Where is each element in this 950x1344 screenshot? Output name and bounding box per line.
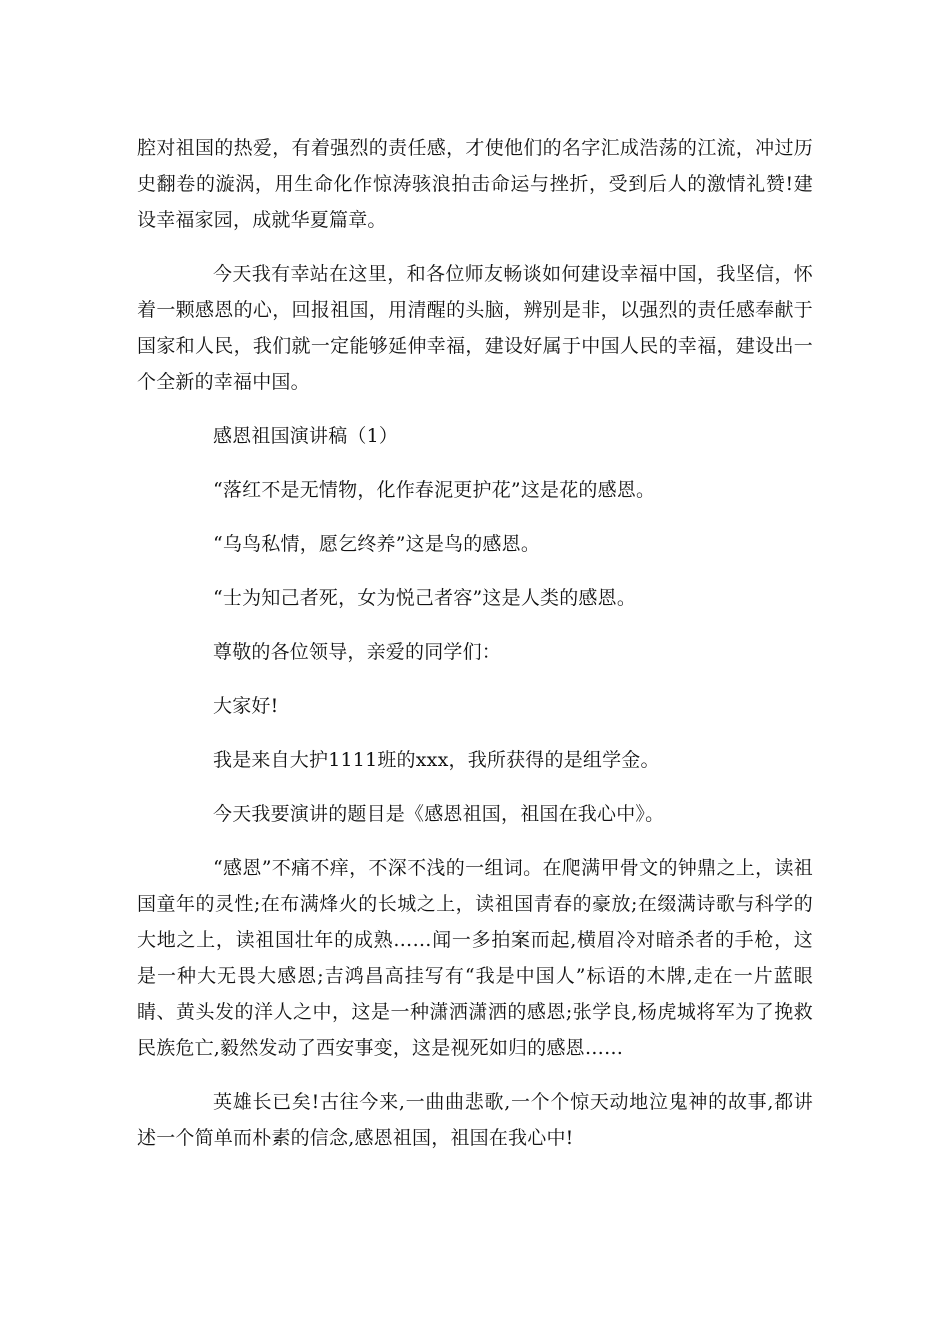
paragraph-topic: 今天我要演讲的题目是《感恩祖国，祖国在我心中》。 — [213, 803, 665, 825]
paragraph-gratitude-history: “感恩”不痛不痒，不深不浅的一组词。在爬满甲骨文的钟鼎之上，读祖国童年的灵性;在布满烽火的长城之上，读祖国青春的豪放;在缀满诗歌与科学的大地之上，读祖国壮年的成熟……闻一多拍案而起,横眉冷对暗杀者的手枪，这是一种大无畏大感恩;吉鸿昌高挂写有“我是中国人”标语的木牌,走在一片蓝眼睛、黄头发的洋人之中，这是一种潇洒潇洒的感恩;张学良,杨虎城将军为了挽救民族危亡,毅然发动了西安事变，这是视死如归的感恩…… — [137, 857, 813, 1059]
paragraph-continued-intro: 腔对祖国的热爱，有着强烈的责任感，才使他们的名字汇成浩荡的江流，冲过历史翻卷的漩涡，用生命化作惊涛骇浪拍击命运与挫折，受到后人的激情礼赞!建设幸福家园，成就华夏篇章。 — [137, 137, 813, 231]
document-page — [137, 130, 813, 1156]
paragraph-bird-gratitude: “乌鸟私情，愿乞终养”这是鸟的感恩。 — [213, 533, 541, 555]
paragraph-build-happy-china: 今天我有幸站在这里，和各位师友畅谈如何建设幸福中国，我坚信，怀着一颗感恩的心，回报祖国，用清醒的头脑，辨别是非，以强烈的责任感奉献于国家和人民，我们就一定能够延伸幸福，建设好属于中国人民的幸福，建设出一个全新的幸福中国。 — [137, 263, 813, 393]
paragraph-salutation: 尊敬的各位领导，亲爱的同学们： — [213, 641, 502, 663]
paragraph-greeting: 大家好! — [213, 695, 279, 717]
paragraph-human-gratitude: “士为知己者死，女为悦己者容”这是人类的感恩。 — [213, 587, 637, 609]
paragraph-flower-gratitude: “落红不是无情物，化作春泥更护花”这是花的感恩。 — [213, 479, 656, 501]
paragraph-self-intro: 我是来自大护1111班的xxx，我所获得的是组学金。 — [213, 749, 660, 771]
speech-title: 感恩祖国演讲稿（1） — [213, 425, 399, 447]
paragraph-heroes: 英雄长已矣!古往今来,一曲曲悲歌,一个个惊天动地泣鬼神的故事,都讲述一个简单而朴素的信念,感恩祖国，祖国在我心中! — [137, 1091, 813, 1149]
